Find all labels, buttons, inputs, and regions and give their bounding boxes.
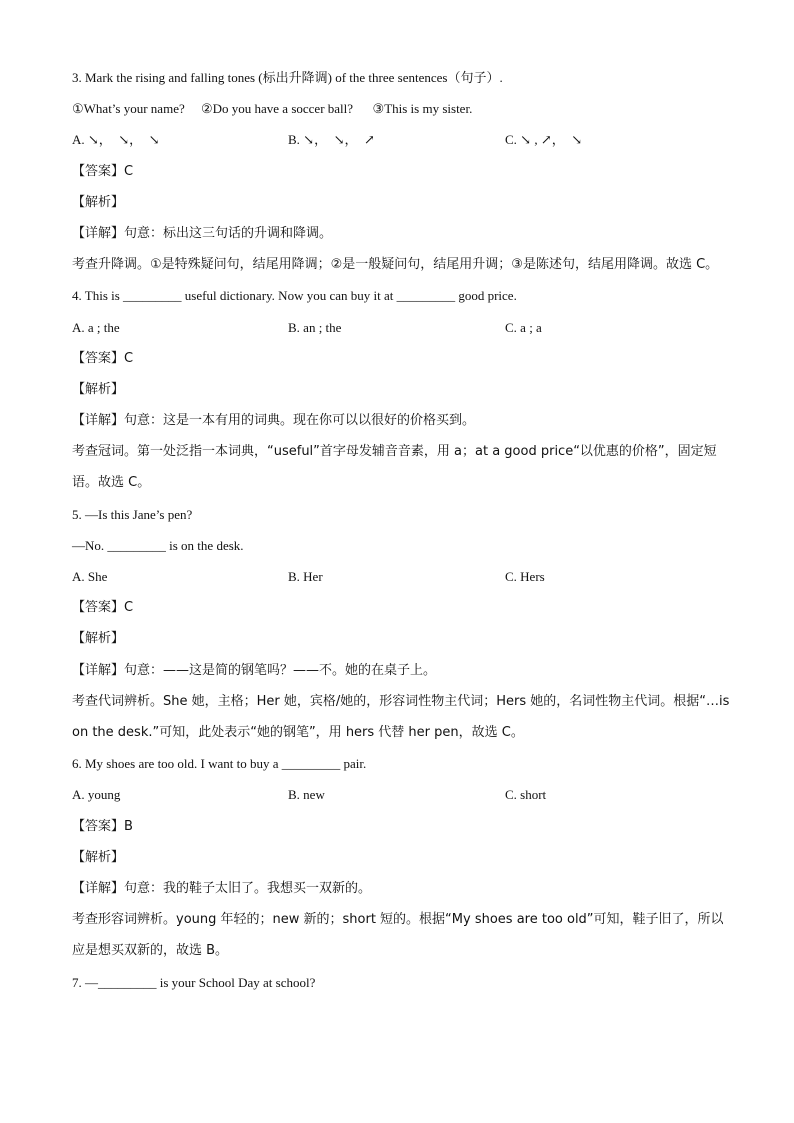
option-c: C. short xyxy=(505,787,547,803)
option-b: B. ↘， ↘， ↗ xyxy=(288,132,375,148)
analysis-label: 【解析】 xyxy=(72,194,125,210)
question-3-stem: 3. Mark the rising and falling tones (标出升降调) of the three sentences（句子）. xyxy=(72,70,503,85)
explanation-text: 考查代词辨析。She 她，主格；Her 她，宾格/她的，形容词性物主代词；Hers 她的，名词性物主代词。根据“…is on the desk.”可知，此处表示“她的钢笔”，用 hers 代替 her pen，故选 C。 xyxy=(72,693,730,740)
document-page xyxy=(72,62,732,998)
question-7-stem: 7. —_________ is your School Day at school? xyxy=(72,974,316,990)
detail-text: 【详解】句意：标出这三句话的升调和降调。 xyxy=(72,225,333,241)
question-4-options xyxy=(72,312,732,343)
option-c: C. Hers xyxy=(505,569,545,585)
question-4-stem: 4. This is _________ useful dictionary. Now you can buy it at _________ good price. xyxy=(72,288,517,304)
answer-label: 【答案】C xyxy=(72,600,134,616)
analysis-label: 【解析】 xyxy=(72,849,125,865)
option-c: C. ↘ , ↗， ↘ xyxy=(505,132,583,148)
answer-label: 【答案】C xyxy=(72,163,134,179)
option-a: A. ↘， ↘， ↘ xyxy=(72,132,160,148)
explanation-text: 考查形容词辨析。young 年轻的；new 新的；short 短的。根据“My shoes are too old”可知，鞋子旧了，所以应是想买双新的，故选 B。 xyxy=(72,912,724,959)
option-b: B. new xyxy=(288,787,325,803)
option-a: A. young xyxy=(72,787,121,803)
analysis-label: 【解析】 xyxy=(72,381,125,397)
option-b: B. Her xyxy=(288,569,323,585)
analysis-label: 【解析】 xyxy=(72,631,125,647)
question-3-options xyxy=(72,124,732,155)
option-a: A. a ; the xyxy=(72,319,120,335)
answer-label: 【答案】B xyxy=(72,818,133,834)
question-5-reply: —No. _________ is on the desk. xyxy=(72,537,244,553)
detail-text: 【详解】句意：这是一本有用的词典。现在你可以以很好的价格买到。 xyxy=(72,413,476,429)
option-a: A. She xyxy=(72,569,108,585)
question-6-stem: 6. My shoes are too old. I want to buy a _________ pair. xyxy=(72,756,367,772)
explanation-text: 考查冠词。第一处泛指一本词典，“useful”首字母发辅音音素，用 a；at a good price“以优惠的价格”，固定短语。故选 C。 xyxy=(72,444,717,491)
detail-text: 【详解】句意：——这是简的钢笔吗？——不。她的在桌子上。 xyxy=(72,662,437,678)
option-b: B. an ; the xyxy=(288,319,342,335)
detail-text: 【详解】句意：我的鞋子太旧了。我想买一双新的。 xyxy=(72,880,372,896)
question-5-stem: 5. —Is this Jane’s pen? xyxy=(72,506,193,522)
option-c: C. a ; a xyxy=(505,319,542,335)
explanation-text: 考查升降调。①是特殊疑问句，结尾用降调；②是一般疑问句，结尾用升调；③是陈述句，结尾用降调。故选 C。 xyxy=(72,257,719,273)
question-5-options xyxy=(72,561,732,592)
answer-label: 【答案】C xyxy=(72,350,134,366)
question-6-options xyxy=(72,779,732,810)
question-3-sentences: ①What’s your name? ②Do you have a soccer ball? ③This is my sister. xyxy=(72,101,473,117)
